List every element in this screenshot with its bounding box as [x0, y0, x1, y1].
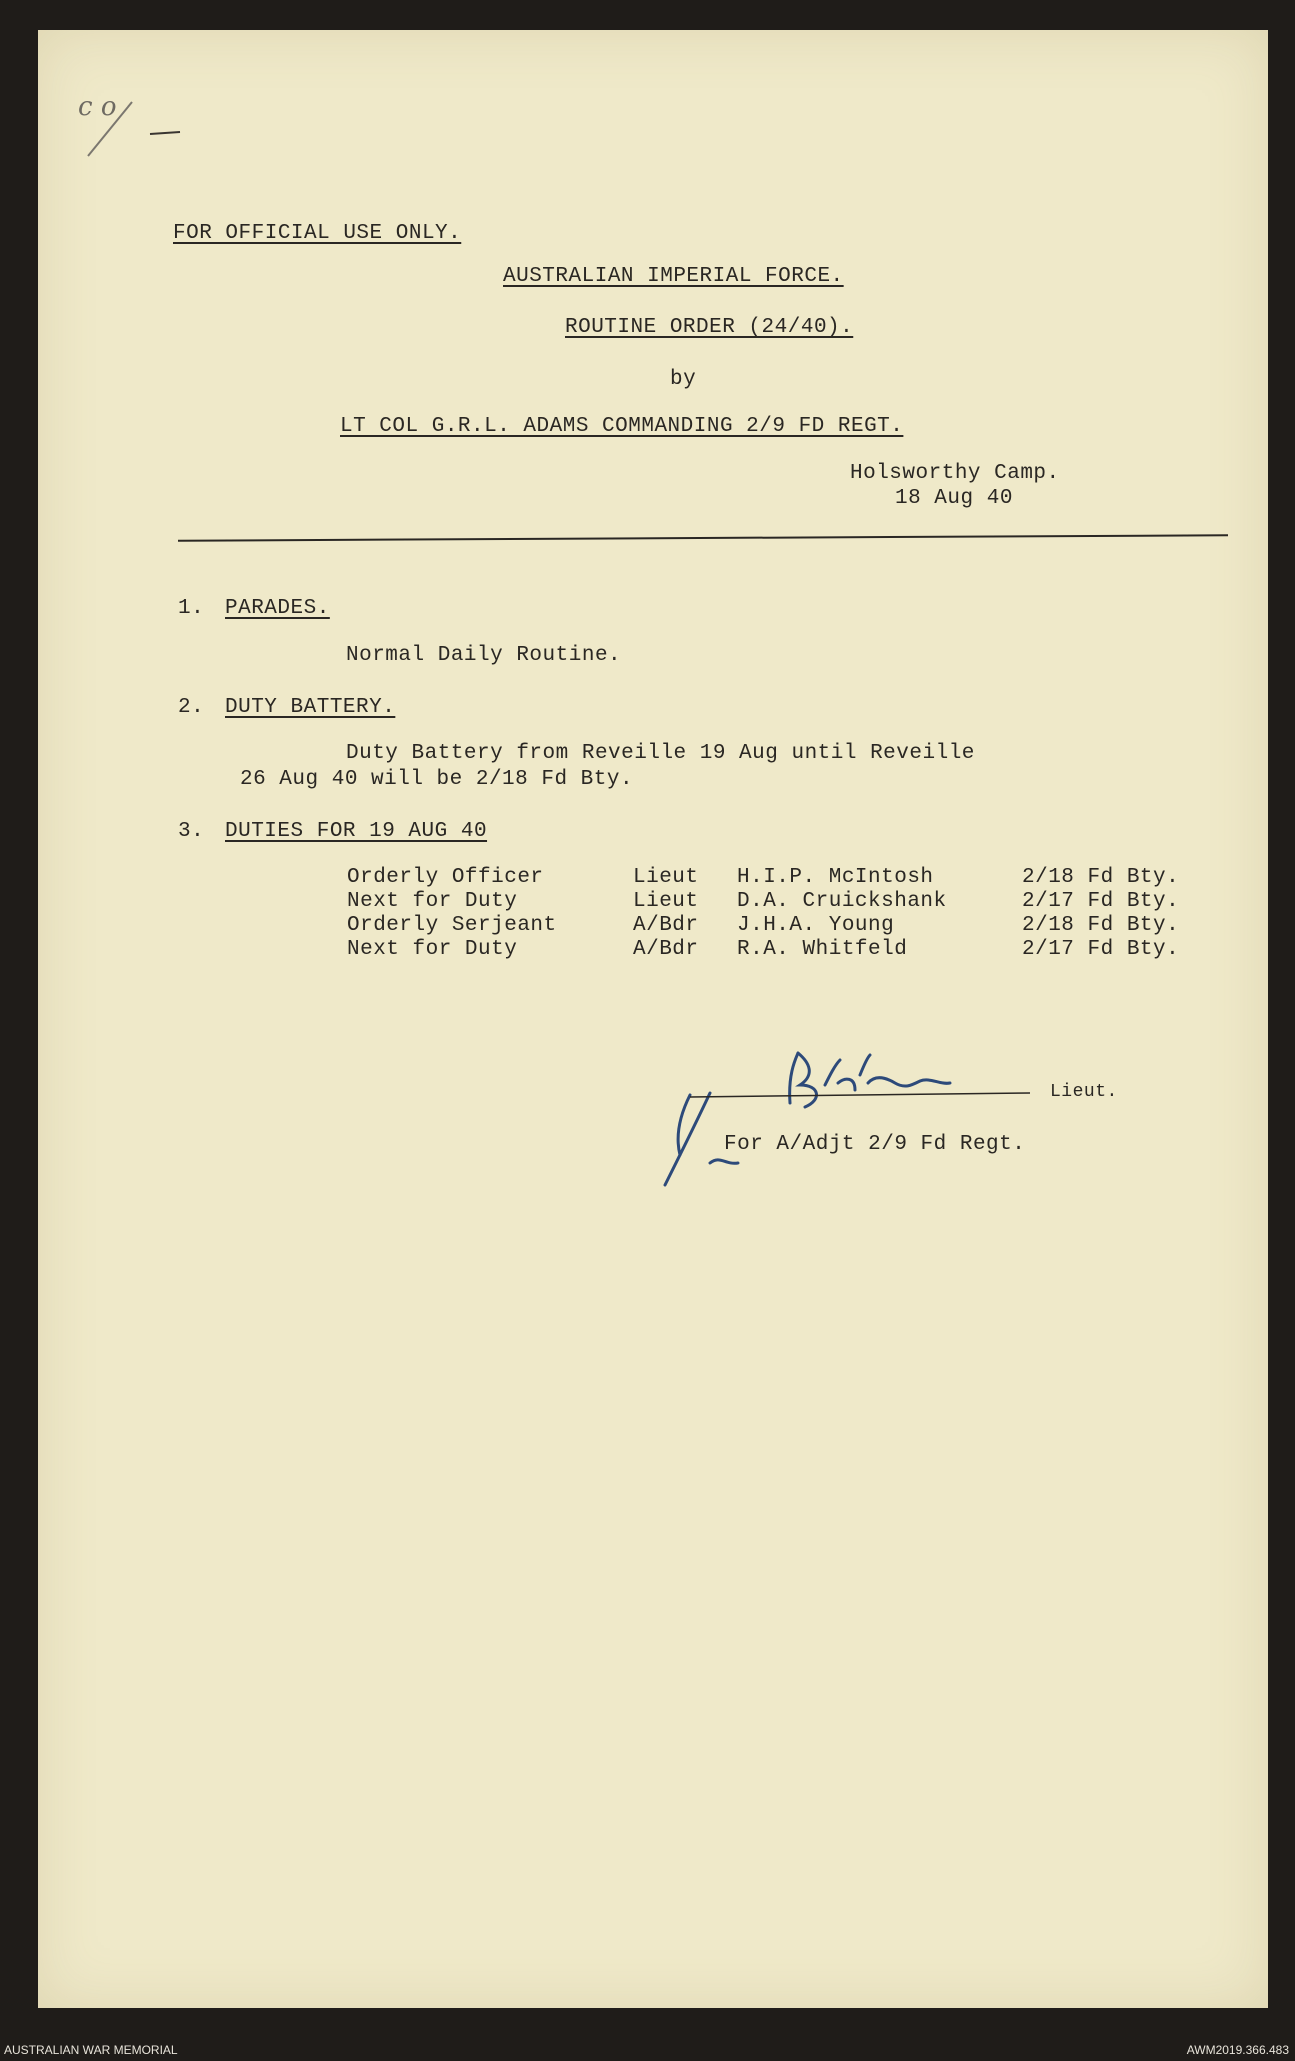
duty-unit: 2/18 Fd Bty. [1022, 914, 1180, 937]
duties-role-column [347, 866, 557, 962]
footer-credit: AUSTRALIAN WAR MEMORIAL [4, 2043, 178, 2057]
organisation-heading: AUSTRALIAN IMPERIAL FORCE. [503, 265, 844, 288]
section-number: 1. [178, 597, 205, 620]
duties-name-column [737, 866, 947, 962]
duty-rank: Lieut [633, 890, 699, 913]
duty-name: H.I.P. McIntosh [737, 866, 934, 889]
section-body: Duty Battery from Reveille 19 Aug until Reveille [346, 742, 975, 765]
handwritten-signature-icon [650, 1045, 1050, 1195]
duty-role: Next for Duty [347, 890, 518, 913]
section-number: 3. [178, 820, 205, 843]
section-body: 26 Aug 40 will be 2/18 Fd Bty. [240, 768, 634, 791]
duties-unit-column [1022, 866, 1179, 962]
duty-name: J.H.A. Young [737, 914, 895, 937]
section-heading-duty-battery: DUTY BATTERY. [225, 696, 396, 719]
signature-for-line: For A/Adjt 2/9 Fd Regt. [724, 1133, 1026, 1156]
duty-unit: 2/17 Fd Bty. [1022, 938, 1180, 961]
by-line: by [670, 368, 697, 391]
footer-accession: AWM2019.366.483 [1186, 2043, 1289, 2057]
duty-unit: 2/18 Fd Bty. [1022, 866, 1180, 889]
section-heading-parades: PARADES. [225, 597, 330, 620]
pencil-stroke-icon [80, 92, 190, 162]
duty-unit: 2/17 Fd Bty. [1022, 890, 1180, 913]
commander-line: LT COL G.R.L. ADAMS COMMANDING 2/9 FD REGT. [340, 415, 904, 438]
duty-name: R.A. Whitfeld [737, 938, 908, 961]
routine-order-title: ROUTINE ORDER (24/40). [565, 316, 854, 339]
signature-rank: Lieut. [1050, 1082, 1118, 1102]
duty-role: Orderly Officer [347, 866, 544, 889]
duty-role: Orderly Serjeant [347, 914, 557, 937]
section-heading-duties: DUTIES FOR 19 AUG 40 [225, 820, 488, 843]
duty-role: Next for Duty [347, 938, 518, 961]
duty-rank: A/Bdr [633, 914, 699, 937]
section-number: 2. [178, 696, 205, 719]
duty-rank: A/Bdr [633, 938, 699, 961]
duties-rank-column [633, 866, 699, 962]
duty-name: D.A. Cruickshank [737, 890, 947, 913]
section-body: Normal Daily Routine. [346, 644, 622, 667]
pencil-annotation: c o [78, 92, 117, 122]
duty-rank: Lieut [633, 866, 699, 889]
place-line: Holsworthy Camp. [850, 462, 1060, 485]
date-line: 18 Aug 40 [895, 487, 1013, 510]
classification-heading: FOR OFFICIAL USE ONLY. [173, 222, 462, 245]
